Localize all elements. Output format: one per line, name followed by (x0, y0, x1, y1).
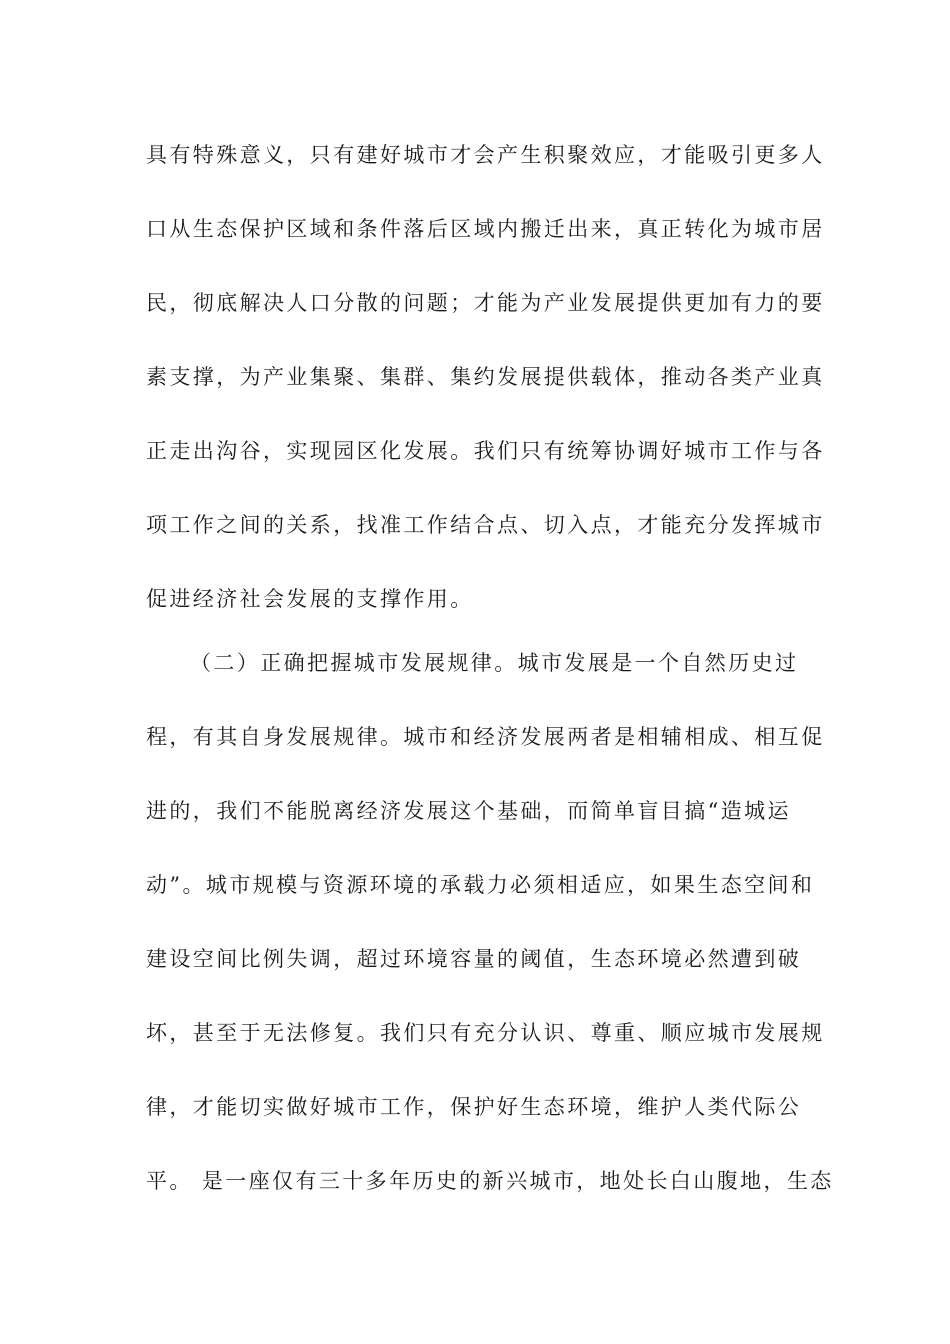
text-line: 素支撑，为产业集聚、集群、集约发展提供载体，推动各类产业真 (146, 365, 825, 389)
text-line: 动”。城市规模与资源环境的承载力必须相适应，如果生态空间和 (146, 873, 815, 897)
text-line: 正走出沟谷，实现园区化发展。我们只有统筹协调好城市工作与各 (146, 439, 825, 463)
text-line: 建设空间比例失调，超过环境容量的阈值，生态环境必然遭到破 (146, 947, 802, 971)
text-line: 坏，甚至于无法修复。我们只有充分认识、尊重、顺应城市发展规 (146, 1021, 825, 1045)
text-line: 民，彻底解决人口分散的问题；才能为产业发展提供更加有力的要 (146, 291, 825, 315)
text-line: 程，有其自身发展规律。城市和经济发展两者是相辅相成、相互促 (146, 725, 825, 749)
text-line: 项工作之间的关系，找准工作结合点、切入点，才能充分发挥城市 (146, 513, 825, 537)
text-line: 律，才能切实做好城市工作，保护好生态环境，维护人类代际公 (146, 1095, 802, 1119)
text-line: 促进经济社会发展的支撑作用。 (146, 587, 474, 611)
text-line: 进的，我们不能脱离经济发展这个基础，而简单盲目搞“造城运 (146, 799, 791, 823)
text-line: 口从生态保护区域和条件落后区域内搬迁出来，真正转化为城市居 (146, 217, 825, 241)
text-line: 平。 是一座仅有三十多年历史的新兴城市，地处长白山腹地，生态 (146, 1169, 834, 1193)
paragraph-heading-line: （二）正确把握城市发展规律。城市发展是一个自然历史过 (190, 651, 799, 675)
text-line: 具有特殊意义，只有建好城市才会产生积聚效应，才能吸引更多人 (146, 143, 825, 167)
